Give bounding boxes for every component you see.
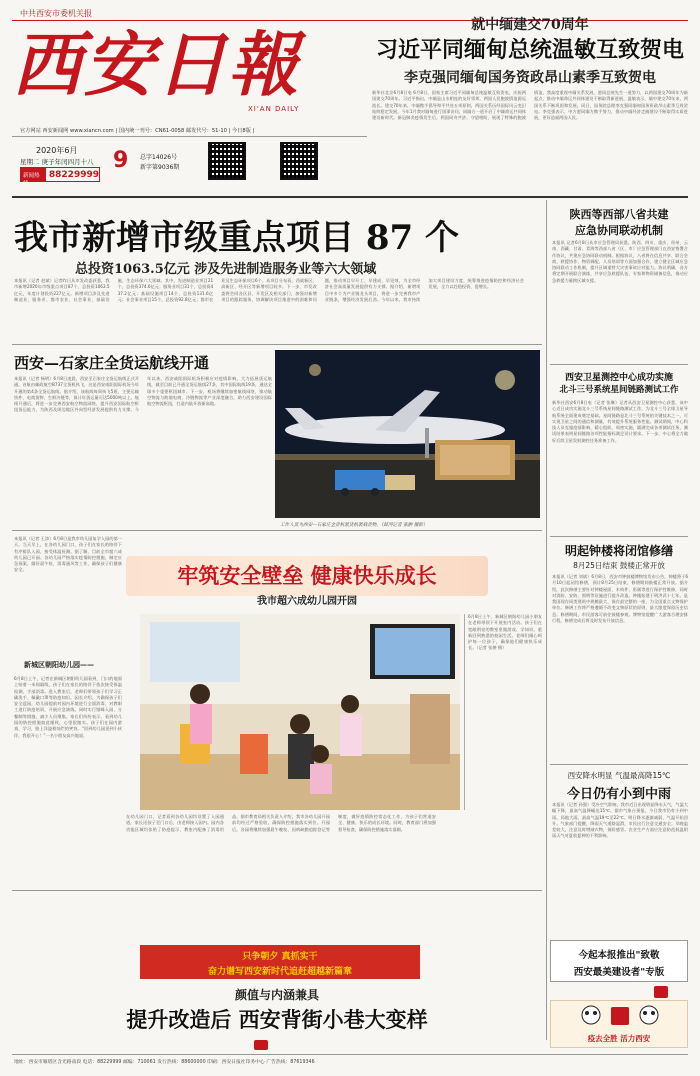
- lead-body: 新华社北京6月8日电 6月8日，国家主席习近平同缅甸总统温敏互致贺电，庆祝两国建交70周年。习近平指出，中缅是山水相连的友好邻邦，两国人民胞波情谊源远流长。建交70年来，中缅携手倡导和平共处五项原则，两国关系历经国际风云变幻始终稳定发展。今年1月我对缅甸进行国事访问，同缅方一道开启了中缅命运共同体建设新时代。新冠肺炎疫情发生后，两国同舟共济、守望相助，展现了特殊的胞波情谊。我高度重视中缅关系发展，愿同总统先生一道努力，以两国建交70周年为新起点，推动中缅命运共同体建设不断取得新进展。温敏表示，缅中建交70年来，两国关系不断巩固和发展。同日，国务院总理李克强同缅甸国务资政昂山素季互致贺电。李克强表示，中方愿同缅方携手努力，推动中缅经济走廊建设不断取得实质进展，更好造福两国人民。: [372, 90, 688, 121]
- sidebar-s1-title-a: 陕西等西部八省共建: [569, 208, 669, 221]
- banner-line-2: 奋力谱写西安新时代追赶超越新篇章: [207, 967, 352, 977]
- kindergarten-photo: [140, 614, 460, 810]
- issue-date: 2020年6月: [36, 146, 78, 155]
- promo-line-a: 今起本报推出"致敬: [578, 950, 660, 961]
- bottom-kicker: 颜值与内涵兼具: [234, 988, 319, 1002]
- kindergarten-body-left: 本报讯（记者 王涛）6月8日是我市幼儿园复学入园的第一天。当天早上，在各幼儿园门口，孩子们在家长的陪伴下有序排队入园，接受体温检测。据了解，目前全市超六成幼儿园已开园。各幼儿园严格落实疫情防控措施，制定应急预案，做好晨午检、消毒通风等工作，确保孩子们健康安全。: [14, 536, 122, 573]
- cargo-plane-photo: [275, 350, 540, 518]
- bottom-page-marker: [254, 1040, 268, 1050]
- sidebar-s2-title-b: 北斗三号系统星间链路测试工作: [559, 385, 679, 395]
- sidebar-s3-title: 明起钟楼将闭馆修缮: [564, 544, 673, 558]
- top-label: 中共西安市委机关报: [20, 9, 92, 18]
- kindergarten-subtitle: 我市超六成幼儿园开园: [257, 596, 357, 607]
- bottom-title: 提升改造后 西安背街小巷大变样: [126, 1007, 428, 1032]
- lead-title: 习近平同缅甸总统温敏互致贺电: [375, 37, 684, 63]
- sidebar-s1-body: 本报讯 记者6月8日从市应急管理局获悉，陕西、四川、重庆、贵州、云南、西藏、甘肃、青海等西部八省（区、市）应急管理部门在西安签署合作协议，共建应急协同联动机制。根据协议，八省将在信息共享、联合会商、救援协作、物资调配、人员培训等方面加强合作，建立健全区域应急协同联动工作机制，提升区域重特大灾害事故应对能力。协议明确，各方将定期开展联合演练，共享应急救援队伍、专家和物资储备信息，推动应急救援力量跨区域支援。: [552, 240, 688, 283]
- site-line: 官方网站 西安新闻网 www.xiancn.com | 国内统一刊号：CN61-0058 邮发代号：51-10 | 今日8版 |: [20, 128, 255, 134]
- freight-caption: 工作人员为西安—石家庄全货机装货机装载货物。（薛河记者 张翀 摄影）: [280, 523, 428, 528]
- footer-info: 地址：西安市雁塔区含光路南段 电话：88229999 邮编：710061 发行热线：88600000 印刷：西安日报社印务中心 广告热线：87619346: [14, 1060, 315, 1065]
- bottom-banner: [140, 945, 420, 979]
- promo-box[interactable]: [550, 940, 688, 982]
- main-story-body: 本报讯（记者 赵斌）记者昨日从市发改委获悉，我市新增2020年市级重点项目87个，总投资1063.5亿元，年度计划投资227亿元。新增项目涉及先进制造业、服务业、都市农业、社会事业、基础设施、生态环保六大领域。其中，先进制造业项目21个，总投资374.6亿元；服务业项目31个，总投资437.2亿元；基础设施项目14个，总投资131.6亿元；社会事业项目15个，总投资92.8亿元；都市农业及生态环保项目6个。从项目分布看，西咸新区、高新区、经开区等新增项目较多。下一步，市发改委将会同各区县、开发区及相关部门，加强对新增项目的跟踪服务，协调解决项目推进中的困难和问题，推动项目早开工、早建成、早见效，为全市经济社会高质量发展提供有力支撑。据介绍，新增项目中多个为产业链龙头项目，将进一步完善我市产业链条，增强经济发展后劲。今年以来，我市持续加大项目建设力度，统筹推进疫情防控和经济社会发展，全力以赴稳投资、促增长。: [14, 278, 524, 302]
- hotline-label: 新闻热线: [21, 168, 46, 181]
- sidebar-s4-kicker: 西安降水明显 气温最高降15℃: [567, 771, 671, 780]
- qr-code-1[interactable]: [208, 142, 246, 180]
- pandas-illustration-icon: [551, 1001, 689, 1029]
- qr-code-2[interactable]: [280, 142, 318, 180]
- kindergarten-title: 牢筑安全壁垒 健康快乐成长: [177, 563, 437, 588]
- logo-en: XI'AN DAILY: [248, 105, 300, 113]
- kindergarten-subhead: 新城区朝阳幼儿园——: [24, 660, 94, 669]
- lead-subtitle: 李克强同缅甸国务资政昂山素季互致贺电: [404, 70, 656, 86]
- day-number: 9: [113, 148, 129, 173]
- badge-text: 疫去全胜 活力西安: [587, 1034, 651, 1043]
- sidebar-s4-body: 本报讯（记者 孙强）受冷空气影响，我市近日出现明显降水天气，气温大幅下降，最高气温降幅达15℃。据市气象台预报，今日我市仍有小到中雨，局地大雨，最高气温19℃至22℃。明日降水逐渐减弱，气温开始回升。气象部门提醒，降雨天气道路湿滑，市民出行注意交通安全；早晚温差较大，注意及时增减衣物，预防感冒。农业生产方面应注意防范低温阴雨天气对夏收夏种的不利影响。: [552, 802, 688, 839]
- sidebar-s3-body: 本报讯（记者 刘斌）6月8日，西安市钟鼓楼博物馆发布公告，钟楼将于6月10日起闭馆修缮，预计8月25日结束，修缮期间鼓楼正常开放。据介绍，此次修缮主要针对钟楼屋面、木构件、彩画等进行保护性维修，同时对消防、安防、照明等设施进行提升改造。钟楼始建于明洪武十七年，是我国现存同类建筑中规模最大、保存最完整的一座，为全国重点文物保护单位。修缮工作将严格遵循不改变文物原状的原则，最大限度保留历史信息。修缮期间，市民游客可前往鼓楼参观。博物馆提醒广大游客合理安排行程，修缮完成后将及时发布开放信息。: [552, 574, 688, 624]
- banner-line-1: 只争朝夕 真抓实干: [242, 952, 318, 962]
- freight-title: 西安—石家庄全货运航线开通: [14, 354, 210, 372]
- hotline-number: 88229999: [48, 169, 99, 180]
- sidebar-s2-body: 新华社西安6月8日电（记者 张琳）记者从西安卫星测控中心获悉，该中心近日成功实施北斗三号系统星间链路测试工作，为北斗三号全球卫星导航系统全面建成奠定基础。星间链路是北斗三号系统的关键技术之一，可实现卫星之间的通信和测量，有效提升系统服务性能。测试期间，中心科技人员克服疫情影响，精心组织、周密实施，圆满完成各项测试任务，测试结果表明星间链路各项性能指标满足设计要求。下一步，中心将全力做好后续卫星发射测控任务准备工作。: [552, 400, 688, 443]
- kindergarten-body-bottom: 在幼儿园门口，记者看到各幼儿园均设置了入园通道，家长送孩子至门口后，由老师接入园内。园内各功能区域均张贴了防疫提示，教室内配备了消毒用品。据市教育局相关负责人介绍，我市各幼儿园开园前均经过严格验收，确保防控措施落实到位。开园后，各园将继续加强晨午晚检、因病缺勤追踪登记等制度，做好疫情防控常态化工作，为孩子们营造安全、健康、快乐的成长环境。同时，教育部门将加强督导检查，确保防控措施落实落细。: [126, 814, 436, 832]
- issue-number-1: 总字14026号: [140, 154, 178, 161]
- main-story-title: 我市新增市级重点项目 87 个: [14, 218, 459, 258]
- sidebar-s3-sub: 8月25日结束 鼓楼正常开放: [573, 561, 665, 570]
- freight-body: 本报讯（记者 杨明）6月8日凌晨，西安至石家庄全货运航线正式开通。首航由邮政航空B737全货机执飞，这是西安咸阳国际机场今年开通的第4条全货运航线。据介绍，该航线每周执飞5班，主要运输快件、电商货物、生鲜冷链等，预计年货运量可达5000吨以上。航线开通后，将进一步完善西安航空物流网络，提升西安国际航空枢纽货运能力，为陕西及周边地区外向型经济发展提供有力支撑。今年以来，西安咸阳国际机场积极应对疫情影响，大力拓展货运航线，截至目前已开通全货运航线27条，其中国际航线19条，通达全球多个重要枢纽城市。下一步，机场将继续加密航线网络，推动航空物流与跨境电商、冷链物流等产业深度融合，助力西安建设国际航空物流枢纽，打造内陆开放新高地。: [14, 376, 272, 413]
- sidebar-s2-title-a: 西安卫星测控中心成功实施: [564, 373, 673, 383]
- issue-weekday: 星期二 庚子年闰四月十八: [20, 158, 94, 166]
- kindergarten-body-left2: 6月8日上午，记者在新城区朝阳幼儿园看到，门口的地面上贴着一米间隔线，孩子们在家长的陪伴下依次接受体温检测、手部消毒。进入教室后，老师们带领孩子们学习正确洗手、佩戴口罩等防疫知识。园长介绍，为确保孩子们安全返园，幼儿园提前对园内环境进行全面消毒，对教职工进行防疫培训，开展应急演练。同时实行错峰入园、分餐制等措施，减少人员聚集。家长们纷纷表示，看到幼儿园的防控措施如此细致，心里很踏实。孩子们在园内游戏、学习，脸上洋溢着灿烂的笑容。“回到幼儿园见到小伙伴，我很开心！”一名小朋友高兴地说。: [14, 676, 122, 738]
- sidebar-s4-title: 今日仍有小到中雨: [566, 787, 671, 802]
- logo-text: 西安日報: [12, 23, 300, 106]
- issue-number-2: 新字第9036期: [140, 164, 180, 171]
- kindergarten-photo-caption: 6月8日上午，新城区朝阳幼儿园小朋友在老师带领下开展室内活动。孩子们在宽敞明亮的教室里做游戏、学知识，重新回到熟悉的校园生活。老师们细心呵护每一位孩子，确保他们健康快乐成长。（记者 张翀 摄）: [464, 614, 542, 810]
- sidebar-s1-title-b: 应急协同联动机制: [575, 224, 663, 237]
- lead-kicker: 就中缅建交70周年: [471, 17, 589, 33]
- main-story-subtitle: 总投资1063.5亿元 涉及先进制造服务业等六大领域: [75, 262, 377, 277]
- promo-line-b: 西安最美建设者"专版: [573, 967, 665, 978]
- promo-page-marker: [654, 986, 668, 998]
- fight-epidemic-badge: [550, 1000, 688, 1048]
- hotline-box: [20, 167, 100, 187]
- newspaper-logo: [12, 20, 357, 115]
